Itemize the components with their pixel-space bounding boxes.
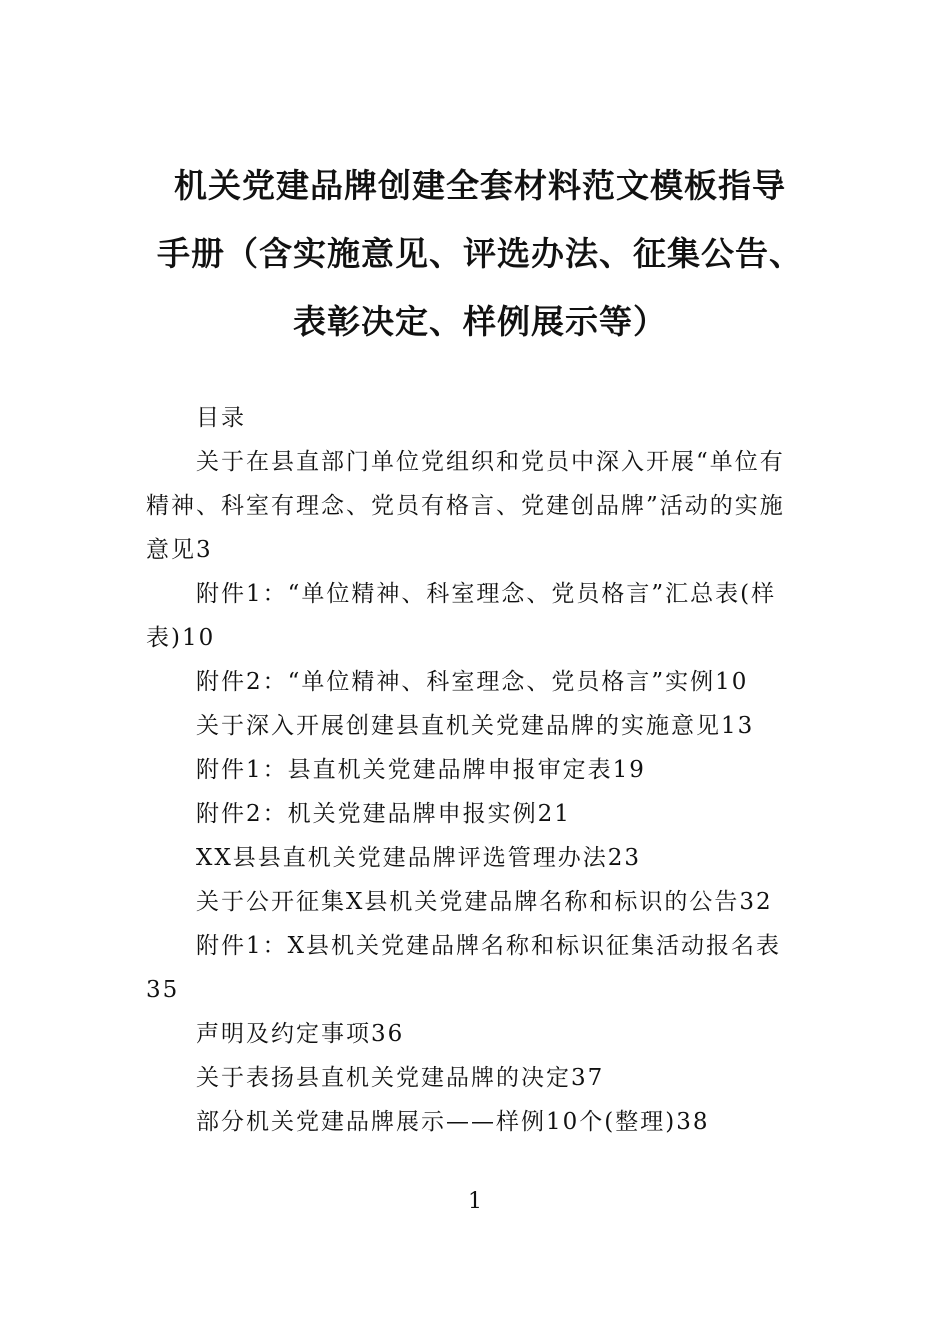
table-of-contents [146,396,796,1144]
toc-entry[interactable]: 附件1：“单位精神、科室理念、党员格言”汇总表(样表)10 [146,581,777,651]
toc-entry[interactable]: 附件1：县直机关党建品牌申报审定表19 [196,757,646,783]
toc-entry[interactable]: 声明及约定事项36 [196,1021,405,1047]
toc-entry[interactable]: 关于在县直部门单位党组织和党员中深入开展“单位有精神、科室有理念、党员有格言、党建创品牌”活动的实施意见3 [146,449,785,563]
toc-entry[interactable]: 关于深入开展创建县直机关党建品牌的实施意见13 [196,713,755,739]
document-title [140,152,820,356]
title-line-1: 机关党建品牌创建全套材料范文模板指导 [174,166,786,205]
toc-entry[interactable]: 附件2：“单位精神、科室理念、党员格言”实例10 [196,669,749,695]
toc-entry[interactable]: 附件1：X县机关党建品牌名称和标识征集活动报名表35 [146,933,782,1003]
title-line-3: 表彰决定、样例展示等） [293,302,667,341]
toc-entry[interactable]: 部分机关党建品牌展示——样例10个(整理)38 [196,1109,710,1135]
page-number: 1 [468,1189,482,1214]
title-line-2: 手册（含实施意见、评选办法、征集公告、 [157,234,803,273]
toc-entry[interactable]: 关于表扬县直机关党建品牌的决定37 [196,1065,605,1091]
toc-heading: 目录 [196,405,246,431]
toc-entry[interactable]: 附件2：机关党建品牌申报实例21 [196,801,571,827]
toc-entry[interactable]: 关于公开征集X县机关党建品牌名称和标识的公告32 [196,889,773,915]
toc-entry[interactable]: XX县县直机关党建品牌评选管理办法23 [196,845,642,871]
